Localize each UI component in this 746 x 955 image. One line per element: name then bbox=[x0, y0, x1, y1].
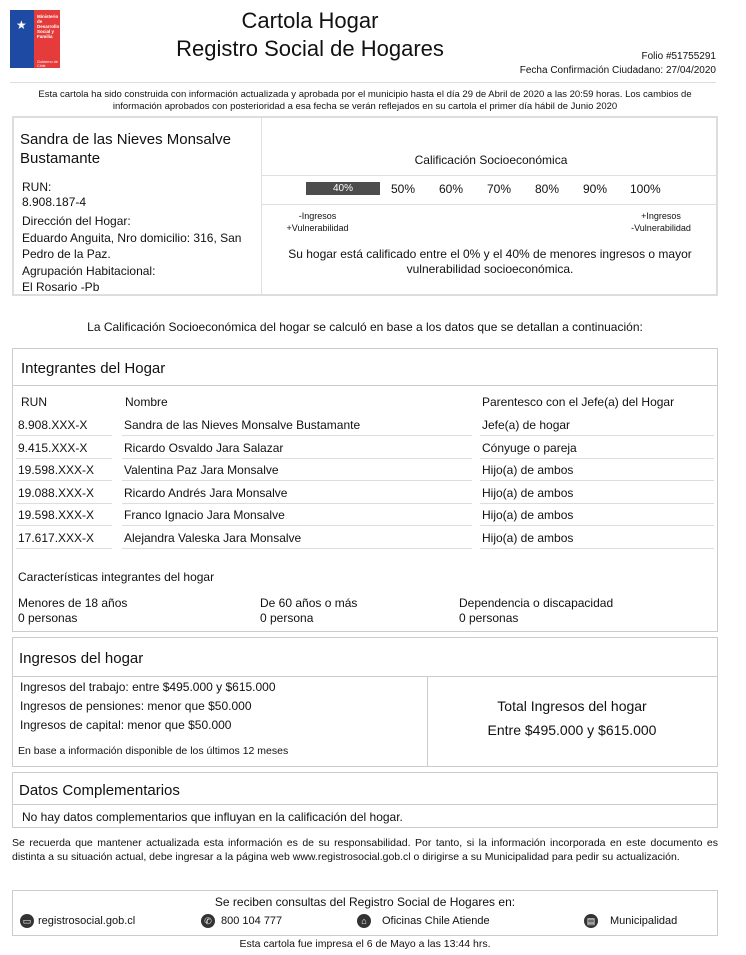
row-divider bbox=[480, 548, 714, 549]
update-reminder: Se recuerda que mantener actualizada esta información es de su responsabilidad. Por tanto, si la información incorporada en este documento es distinta a su situación actual, debe ingresar a la página web www.registrosocial.gob.cl o dirigirse a su Municipalidad para pedir su actualización. bbox=[12, 837, 718, 863]
print-timestamp: Esta cartola fue impresa el 6 de Mayo a las 13:44 hrs. bbox=[239, 938, 491, 950]
scale-tick-60: 60% bbox=[439, 182, 464, 196]
left-note-vulnerabilidad: +Vulnerabilidad bbox=[286, 223, 349, 233]
header-divider bbox=[10, 82, 716, 83]
folio-number: Folio #51755291 bbox=[641, 51, 716, 62]
seniors-value: 0 persona bbox=[260, 611, 314, 625]
row-divider bbox=[122, 503, 472, 504]
row-divider bbox=[16, 525, 112, 526]
characteristics-title: Características integrantes del hogar bbox=[18, 570, 215, 584]
row-divider bbox=[16, 458, 112, 459]
right-note-vulnerabilidad: -Vulnerabilidad bbox=[631, 223, 691, 233]
member-run: 17.617.XXX-X bbox=[18, 531, 95, 545]
run-value: 8.908.187-4 bbox=[22, 195, 87, 209]
member-relationship: Hijo(a) de ambos bbox=[482, 463, 574, 478]
members-title: Integrantes del Hogar bbox=[21, 360, 166, 377]
right-note-ingresos: +Ingresos bbox=[641, 211, 681, 221]
member-run: 8.908.XXX-X bbox=[18, 418, 88, 432]
col-header-nombre: Nombre bbox=[125, 395, 168, 409]
home-icon: ⌂ bbox=[357, 914, 371, 928]
member-name: Franco Ignacio Jara Monsalve bbox=[124, 508, 285, 523]
member-name: Sandra de las Nieves Monsalve Bustamante bbox=[124, 418, 361, 432]
address-value: Eduardo Anguita, Nro domicilio: 316, San Pedro de la Paz. bbox=[22, 231, 242, 261]
minors-value: 0 personas bbox=[18, 611, 78, 625]
row-divider bbox=[122, 458, 472, 459]
housing-group-label: Agrupación Habitacional: bbox=[22, 264, 156, 278]
member-name: Ricardo Osvaldo Jara Salazar bbox=[124, 440, 284, 455]
building-icon: ▤ bbox=[584, 914, 598, 928]
member-run: 19.598.XXX-X bbox=[18, 508, 95, 523]
scale-tick-50: 50% bbox=[391, 182, 416, 196]
member-run: 19.088.XXX-X bbox=[18, 485, 95, 500]
member-relationship: Jefe(a) de hogar bbox=[482, 418, 571, 432]
member-relationship: Hijo(a) de ambos bbox=[482, 508, 574, 523]
total-income-title: Total Ingresos del hogar bbox=[497, 698, 647, 714]
scale-tick-80: 80% bbox=[535, 182, 560, 196]
confirmation-date: Fecha Confirmación Ciudadano: 27/04/2020 bbox=[519, 65, 716, 76]
page-subtitle: Registro Social de Hogares bbox=[176, 36, 444, 61]
capital-income: Ingresos de capital: menor que $50.000 bbox=[20, 718, 232, 732]
row-divider bbox=[480, 458, 714, 459]
complementary-title: Datos Complementarios bbox=[19, 782, 180, 799]
disability-label: Dependencia o discapacidad bbox=[459, 596, 614, 610]
housing-group-value: El Rosario -Pb bbox=[22, 280, 100, 294]
pension-income: Ingresos de pensiones: menor que $50.000 bbox=[20, 699, 252, 713]
page-title: Cartola Hogar bbox=[241, 8, 379, 33]
row-divider bbox=[122, 435, 472, 436]
contact-box bbox=[12, 890, 718, 936]
phone-number[interactable]: 800 104 777 bbox=[221, 915, 283, 927]
col-header-run: RUN bbox=[21, 395, 47, 409]
work-income: Ingresos del trabajo: entre $495.000 y $615.000 bbox=[20, 680, 276, 694]
left-scale-note bbox=[270, 210, 365, 234]
member-relationship: Cónyuge o pareja bbox=[482, 440, 577, 455]
row-divider bbox=[16, 503, 112, 504]
total-income-value: Entre $495.000 y $615.000 bbox=[487, 722, 657, 738]
socioeconomic-result: Su hogar está calificado entre el 0% y el 40% de menores ingresos o mayor vulnerabilidad socioeconómica. bbox=[288, 247, 692, 276]
row-divider bbox=[16, 480, 112, 481]
scale-tick-70: 70% bbox=[487, 182, 512, 196]
row-divider bbox=[16, 435, 112, 436]
row-divider bbox=[480, 503, 714, 504]
computer-icon: ▭ bbox=[20, 914, 34, 928]
scale-active-segment: 40% bbox=[306, 182, 380, 195]
seniors-label: De 60 años o más bbox=[260, 596, 358, 610]
scale-tick-100: 100% bbox=[630, 182, 661, 196]
star-icon: ★ bbox=[16, 18, 27, 32]
right-scale-note bbox=[620, 210, 702, 234]
member-relationship: Hijo(a) de ambos bbox=[482, 531, 574, 545]
left-note-ingresos: -Ingresos bbox=[298, 211, 337, 221]
income-note: En base a información disponible de los últimos 12 meses bbox=[18, 745, 289, 757]
household-head-name: Sandra de las Nieves Monsalve Bustamante bbox=[20, 131, 231, 167]
municipality-link[interactable]: Municipalidad bbox=[610, 915, 678, 927]
run-label: RUN: bbox=[22, 180, 52, 194]
income-title: Ingresos del hogar bbox=[19, 650, 144, 667]
member-relationship: Hijo(a) de ambos bbox=[482, 485, 574, 500]
member-name: Ricardo Andrés Jara Monsalve bbox=[124, 485, 288, 500]
row-divider bbox=[122, 480, 472, 481]
scale-tick-90: 90% bbox=[583, 182, 608, 196]
disability-value: 0 personas bbox=[459, 611, 519, 625]
row-divider bbox=[122, 548, 472, 549]
row-divider bbox=[480, 525, 714, 526]
member-name: Alejandra Valeska Jara Monsalve bbox=[124, 531, 302, 545]
complementary-text: No hay datos complementarios que influyan en la calificación del hogar. bbox=[22, 810, 403, 824]
calculation-intro: La Calificación Socioeconómica del hogar se calculó en base a los datos que se detallan a continuación: bbox=[87, 320, 643, 334]
row-divider bbox=[16, 548, 112, 549]
contact-title: Se reciben consultas del Registro Social de Hogares en: bbox=[214, 895, 516, 909]
row-divider bbox=[480, 435, 714, 436]
logo-text: Ministerio de Desarrollo Social y Familia bbox=[37, 14, 60, 39]
minors-label: Menores de 18 años bbox=[18, 596, 128, 610]
web-link[interactable]: registrosocial.gob.cl bbox=[38, 915, 136, 927]
offices-link[interactable]: Oficinas Chile Atiende bbox=[382, 915, 490, 927]
member-run: 9.415.XXX-X bbox=[18, 440, 88, 455]
member-run: 19.598.XXX-X bbox=[18, 463, 95, 478]
socioeconomic-title: Calificación Socioeconómica bbox=[414, 153, 568, 167]
col-header-parentesco: Parentesco con el Jefe(a) del Hogar bbox=[482, 395, 675, 409]
row-divider bbox=[480, 480, 714, 481]
address-label: Dirección del Hogar: bbox=[22, 214, 131, 228]
phone-icon: ✆ bbox=[201, 914, 215, 928]
household-members-box bbox=[12, 348, 718, 632]
row-divider bbox=[122, 525, 472, 526]
update-notice: Esta cartola ha sido construida con información actualizada y aprobada por el municipio hasta el día 29 de Abril de 2020 a las 20:59 horas. Los cambios de información aprobados con posterioridad a esa fecha se verán reflejados en su cartola el primer día hábil de Junio 2020 bbox=[38, 89, 692, 112]
member-name: Valentina Paz Jara Monsalve bbox=[124, 463, 279, 478]
logo-subtext: Gobierno de Chile bbox=[37, 60, 58, 68]
